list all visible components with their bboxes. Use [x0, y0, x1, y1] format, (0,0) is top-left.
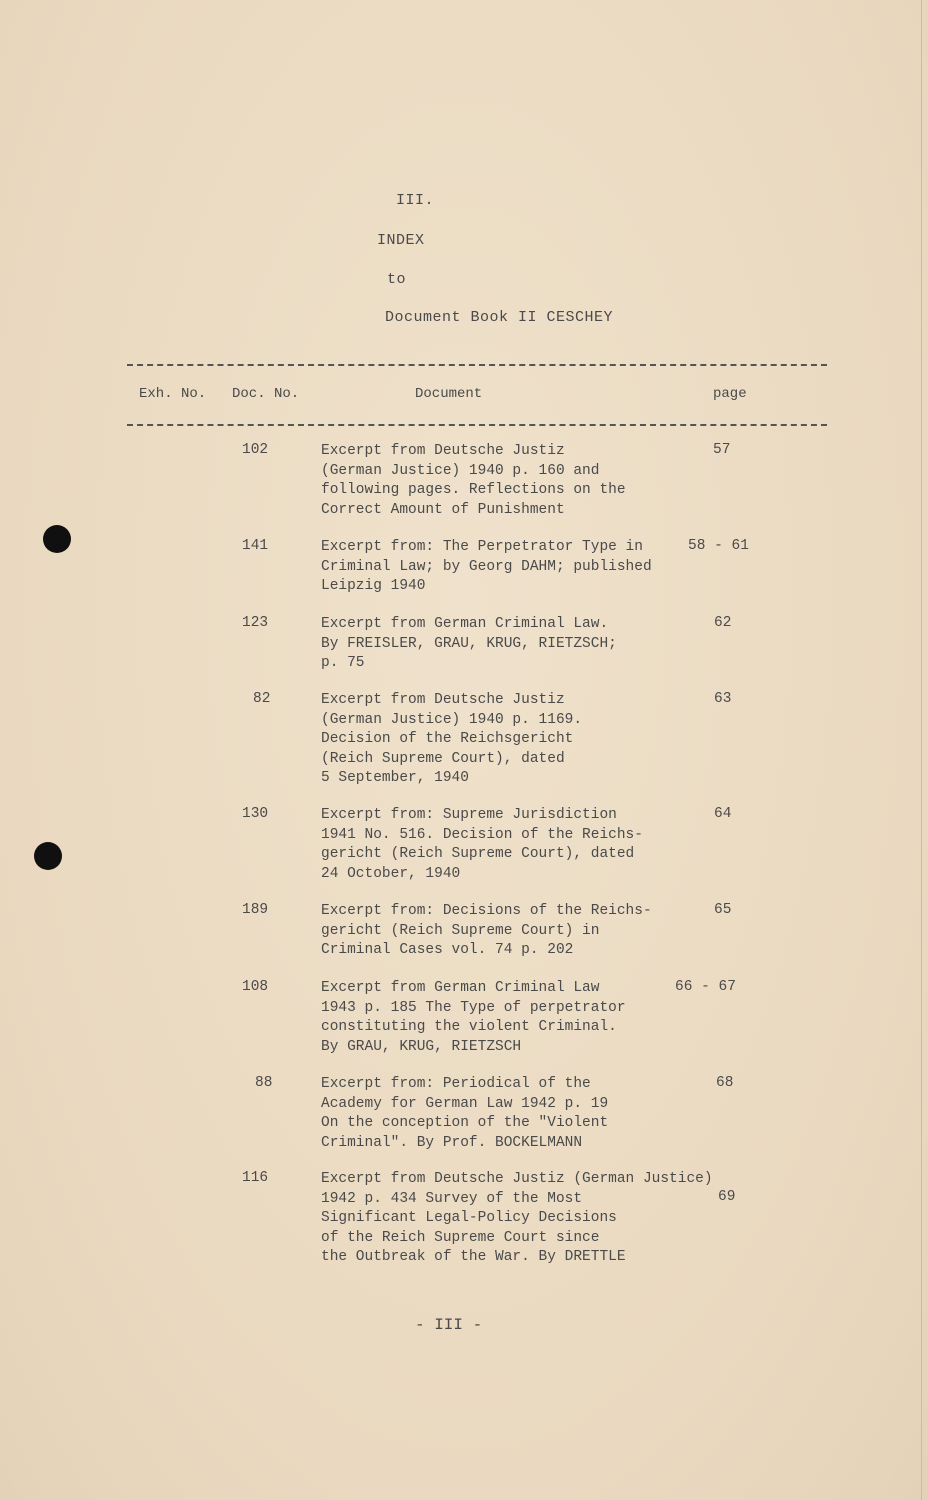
- index-title: INDEX: [377, 232, 425, 249]
- page-ref: 58 - 61: [688, 538, 749, 554]
- punch-hole-bottom: [34, 842, 62, 870]
- doc-number: 189: [242, 902, 269, 918]
- section-number: III.: [396, 192, 435, 209]
- page-ref: 57: [713, 442, 731, 458]
- col-document: Document: [415, 386, 483, 402]
- entry-description: Excerpt from Deutsche Justiz (German Justice) 1942 p. 434 Survey of the Most Significant Legal-Policy Decisions of the Reich Supreme Court since the Outbreak of the War. By DRETTLE: [321, 1171, 713, 1265]
- page-ref: 66 - 67: [675, 979, 736, 995]
- entry-description: Excerpt from Deutsche Justiz (German Justice) 1940 p. 1169. Decision of the Reichsgericht (Reich Supreme Court), dated 5 September, 1940: [321, 692, 583, 786]
- entry-description: Excerpt from: The Perpetrator Type in Criminal Law; by Georg DAHM; published Leipzig 1940: [321, 539, 652, 594]
- doc-number: 123: [242, 615, 269, 631]
- col-exh-no: Exh. No.: [139, 386, 207, 402]
- to-label: to: [387, 271, 407, 288]
- doc-number: 102: [242, 442, 269, 458]
- col-page: page: [713, 386, 747, 402]
- doc-number: 108: [242, 979, 269, 995]
- doc-number: 116: [242, 1170, 269, 1186]
- entry-description: Excerpt from Deutsche Justiz (German Justice) 1940 p. 160 and following pages. Reflections on the Correct Amount of Punishment: [321, 443, 626, 518]
- page-edge: [921, 0, 922, 1500]
- page-ref: 68: [716, 1075, 734, 1091]
- entry-description: Excerpt from German Criminal Law. By FREISLER, GRAU, KRUG, RIETZSCH; p. 75: [321, 616, 617, 671]
- page-ref: 69: [718, 1189, 736, 1205]
- doc-number: 130: [242, 806, 269, 822]
- doc-number: 88: [255, 1075, 273, 1091]
- entry-description: Excerpt from: Decisions of the Reichs- gericht (Reich Supreme Court) in Criminal Cases vol. 74 p. 202: [321, 903, 652, 958]
- document-book-title: Document Book II CESCHEY: [385, 309, 614, 326]
- divider-top: [127, 364, 827, 366]
- doc-number: 141: [242, 538, 269, 554]
- page-ref: 63: [714, 691, 732, 707]
- col-doc-no: Doc. No.: [232, 386, 300, 402]
- entry-description: Excerpt from: Supreme Jurisdiction 1941 No. 516. Decision of the Reichs- gericht (Reich Supreme Court), dated 24 October, 1940: [321, 807, 643, 882]
- page-ref: 65: [714, 902, 732, 918]
- entry-description: Excerpt from: Periodical of the Academy for German Law 1942 p. 19 On the conception of the "Violent Criminal". By Prof. BOCKELMANN: [321, 1076, 609, 1151]
- divider-header: [127, 424, 827, 426]
- page-ref: 64: [714, 806, 732, 822]
- entry-description: Excerpt from German Criminal Law 1943 p. 185 The Type of perpetrator constituting the violent Criminal. By GRAU, KRUG, RIETZSCH: [321, 980, 626, 1055]
- doc-number: 82: [253, 691, 271, 707]
- page-ref: 62: [714, 615, 732, 631]
- page-footer: - III -: [415, 1316, 483, 1334]
- punch-hole-top: [43, 525, 71, 553]
